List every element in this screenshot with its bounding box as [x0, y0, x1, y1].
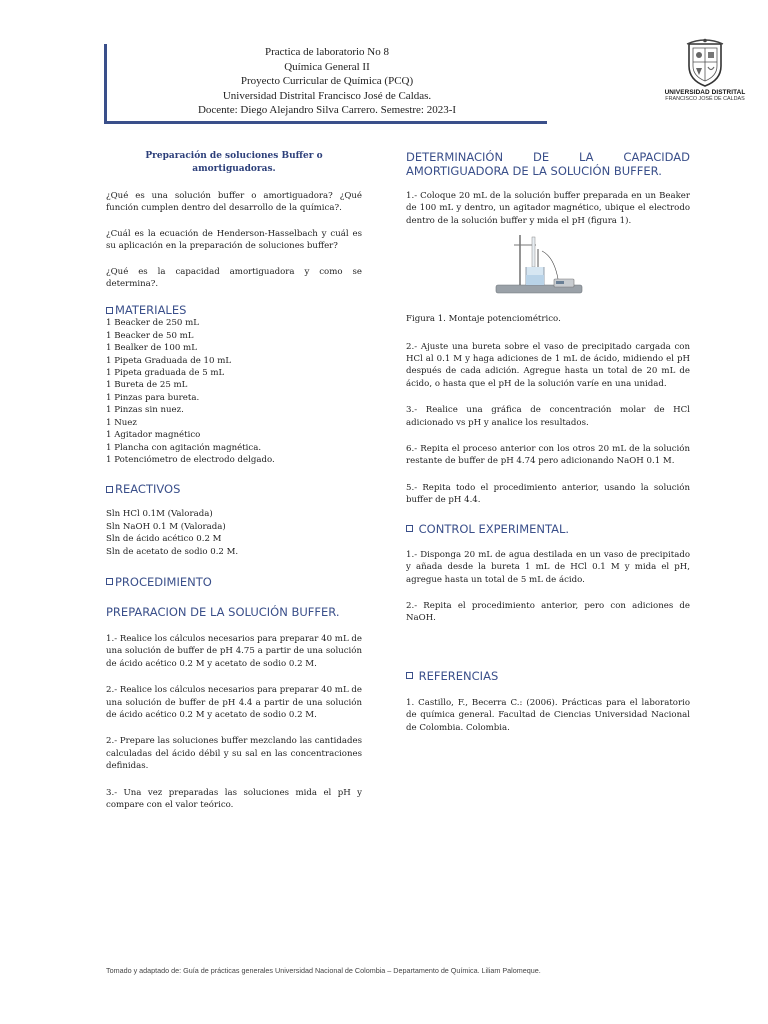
preparation-heading: PREPARACION DE LA SOLUCIÓN BUFFER.: [106, 604, 340, 619]
materiales-heading: MATERIALES: [106, 303, 362, 317]
practice-title: Preparación de soluciones Buffer o amortiguadoras.: [145, 151, 323, 174]
right-column: [406, 150, 690, 734]
list-item: 1 Bealker de 100 mL: [106, 343, 197, 354]
control-step-2: 2.- Repita el procedimiento anterior, pero con adiciones de NaOH.: [406, 600, 690, 624]
university-logo: [650, 38, 760, 108]
list-item: 1 Potenciómetro de electrodo delgado.: [106, 454, 275, 465]
bullet-square-icon: [106, 486, 113, 493]
source-footer: Tomado y adaptado de: Guía de prácticas generales Universidad Nacional de Colombia – Departamento de Química. Liliam Palomeque.: [106, 966, 541, 975]
figure-caption: Figura 1. Montaje potenciométrico.: [406, 314, 561, 325]
logo-text-line1: UNIVERSIDAD DISTRITAL: [664, 89, 746, 96]
procedimiento-heading: PROCEDIMIENTO: [106, 575, 362, 589]
list-item: 1 Beacker de 250 mL: [106, 318, 199, 329]
list-item: Sln de acetato de sodio 0.2 M.: [106, 546, 239, 557]
procedure-step-2: 2.- Realice los cálculos necesarios para preparar 40 mL de una solución de buffer de pH 4.4 a partir de una solución de ácido acético 0.2 M y acetato de sodio 0.2 M.: [106, 685, 362, 720]
capacity-heading: DETERMINACIÓN DE LA CAPACIDAD AMORTIGUADORA DE LA SOLUCIÓN BUFFER.: [406, 150, 690, 178]
capacity-step-5: 5.- Repita todo el procedimiento anterior, usando la solución buffer de pH 4.4.: [406, 482, 690, 506]
list-item: 1 Agitador magnético: [106, 430, 201, 441]
question-capacity: ¿Qué es la capacidad amortiguadora y como se determina?.: [106, 266, 362, 290]
capacity-step-2: 2.- Ajuste una bureta sobre el vaso de precipitado cargada con HCl al 0.1 M y haga adiciones de 1 mL de ácido, midiendo el pH después de cada adición. Agregue hasta un total de 20 mL de ácido, o hasta que el pH de la solución varíe en una unidad.: [406, 341, 690, 389]
list-item: 1 Pipeta Graduada de 10 mL: [106, 355, 232, 366]
capacity-step-1: 1.- Coloque 20 mL de la solución buffer preparada en un Beaker de 100 mL y dentro, un agitador magnético, ubique el electrodo dentro de la solución buffer y mida el pH (figura 1).: [406, 191, 690, 226]
header-teacher: Docente: Diego Alejandro Silva Carrero. Semestre: 2023-I: [197, 104, 457, 116]
list-item: 1 Pipeta graduada de 5 mL: [106, 368, 225, 379]
bullet-square-icon: [406, 672, 413, 679]
reference-1: 1. Castillo, F., Becerra C.: (2006). Prácticas para el laboratorio de química general. Facultad de Ciencias Universidad Nacional de Colombia. Colombia.: [406, 697, 690, 733]
header-course: Química General II: [284, 60, 370, 73]
procedure-step-4: 3.- Una vez preparadas las soluciones mida el pH y compare con el valor teórico.: [106, 787, 362, 810]
materiales-list: [106, 317, 362, 466]
bullet-square-icon: [106, 578, 113, 585]
bullet-square-icon: [406, 525, 413, 532]
list-item: Sln de ácido acético 0.2 M: [106, 534, 222, 545]
logo-text-line2: FRANCISCO JOSÉ DE CALDAS: [665, 96, 745, 102]
control-step-1: 1.- Disponga 20 mL de agua destilada en un vaso de precipitado y añada desde la bureta 1 mL de HCl 0.1 M y mida el pH, agregue hasta un total de 5 mL de ácido.: [406, 549, 690, 585]
list-item: Sln NaOH 0.1 M (Valorada): [106, 521, 226, 532]
left-column: [106, 150, 362, 811]
list-item: 1 Pinzas para bureta.: [106, 392, 200, 403]
list-item: 1 Plancha con agitación magnética.: [106, 442, 262, 453]
header-project: Proyecto Curricular de Química (PCQ): [240, 75, 414, 87]
list-item: Sln HCl 0.1M (Valorada): [106, 509, 213, 520]
list-item: 1 Nuez: [106, 417, 137, 428]
list-item: 1 Beacker de 50 mL: [106, 330, 194, 341]
question-buffer: ¿Qué es una solución buffer o amortiguadora? ¿Qué función cumplen dentro del desarrollo de la química?.: [106, 191, 362, 214]
reactivos-list: [106, 508, 362, 558]
document-header: [104, 44, 547, 124]
list-item: 1 Pinzas sin nuez.: [106, 405, 184, 416]
procedure-step-3: 2.- Prepare las soluciones buffer mezclando las cantidades calculadas del ácido débil y su sal en las concentraciones definidas.: [106, 736, 362, 772]
list-item: 1 Bureta de 25 mL: [106, 380, 188, 391]
potentiometric-setup-figure: [492, 231, 584, 299]
reactivos-heading: REACTIVOS: [106, 482, 362, 496]
procedure-step-1: 1.- Realice los cálculos necesarios para preparar 40 mL de una solución de buffer de pH 4.75 a partir de una solución de ácido acético 0.2 M y acetato de sodio 0.2 M.: [106, 633, 362, 669]
capacity-step-3: 3.- Realice una gráfica de concentración molar de HCl adicionado vs pH y analice los resultados.: [406, 405, 690, 428]
control-heading: CONTROL EXPERIMENTAL.: [406, 522, 690, 536]
bullet-square-icon: [106, 307, 113, 314]
question-henderson: ¿Cuál es la ecuación de Henderson-Hasselbach y cuál es su aplicación en la preparación de soluciones buffer?: [106, 228, 362, 252]
header-university: Universidad Distrital Francisco José de Caldas.: [222, 89, 432, 102]
referencias-heading: REFERENCIAS: [406, 669, 690, 683]
header-practice-title: Practica de laboratorio No 8: [264, 46, 389, 58]
university-crest-icon: [683, 38, 727, 88]
capacity-step-4: 6.- Repita el proceso anterior con los otros 20 mL de la solución restante de buffer de pH 4.74 pero adicionando NaOH 0.1 M.: [406, 444, 690, 467]
